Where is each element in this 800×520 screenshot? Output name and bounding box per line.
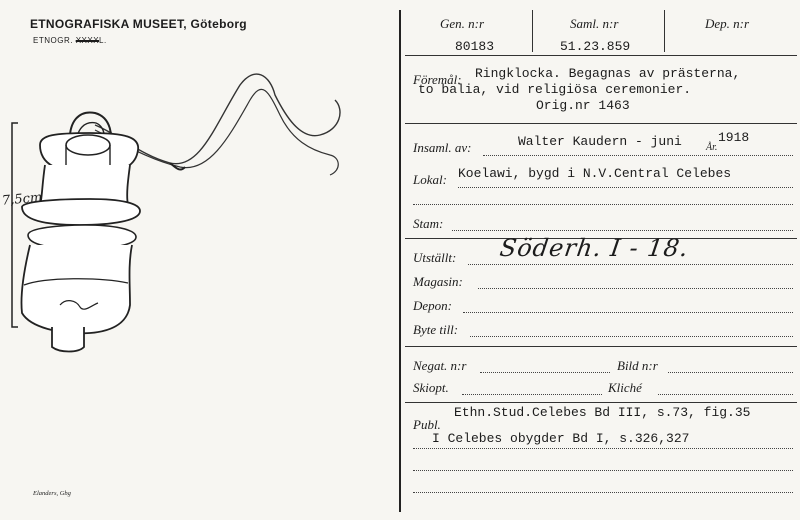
publ-line-2: I Celebes obygder Bd I, s.326,327 xyxy=(432,431,690,446)
foremal-label: Föremål: xyxy=(413,72,462,87)
magasin-label: Magasin: xyxy=(413,274,463,289)
saml-nr-label: Saml. n:r xyxy=(570,16,619,31)
skiopt-label: Skiopt. xyxy=(413,380,449,395)
department-suffix: L. xyxy=(99,36,107,45)
gen-nr-value: 80183 xyxy=(455,39,495,54)
museum-name: ETNOGRAFISKA MUSEET, xyxy=(30,17,187,31)
foremal-line-1: Ringklocka. Begagnas av prästerna, xyxy=(475,66,741,81)
saml-nr-value: 51.23.859 xyxy=(560,39,631,54)
museum-city: Göteborg xyxy=(190,17,247,31)
utstallt-label: Utställt: xyxy=(413,250,457,265)
ar-label: År. xyxy=(706,142,718,153)
ar-value: 1918 xyxy=(718,130,750,145)
dep-nr-label: Dep. n:r xyxy=(705,16,750,31)
lokal-value: Koelawi, bygd i N.V.Central Celebes xyxy=(458,166,732,181)
stam-label: Stam: xyxy=(413,216,444,231)
printer-mark: Elanders, Gbg xyxy=(33,490,71,497)
divider xyxy=(405,123,797,124)
divider xyxy=(405,402,797,403)
publ-label: Publ. xyxy=(413,417,441,432)
lokal-label: Lokal: xyxy=(413,172,447,187)
bell-body xyxy=(21,245,132,333)
utstallt-value: Söderh. I - 18. xyxy=(498,234,691,262)
foremal-line-3: Orig.nr 1463 xyxy=(536,98,630,113)
department-prefix: ETNOGR. xyxy=(33,36,73,45)
divider xyxy=(405,55,797,56)
museum-header xyxy=(30,17,247,31)
insaml-value: Walter Kaudern - juni xyxy=(518,134,682,149)
byte-label: Byte till: xyxy=(413,322,459,337)
divider xyxy=(532,10,533,52)
bell-clapper xyxy=(52,327,84,352)
publ-line-1: Ethn.Stud.Celebes Bd III, s.73, fig.35 xyxy=(454,405,751,420)
bild-label: Bild n:r xyxy=(617,358,658,373)
foremal-line-2: to balia, vid religiösa ceremonier. xyxy=(418,82,692,97)
depon-label: Depon: xyxy=(413,298,452,313)
negat-label: Negat. n:r xyxy=(413,358,467,373)
department-struck: XXXX xyxy=(75,36,100,45)
divider xyxy=(405,346,797,347)
kliche-label: Kliché xyxy=(608,380,642,395)
gen-nr-label: Gen. n:r xyxy=(440,16,485,31)
insaml-label: Insaml. av: xyxy=(413,140,472,155)
size-bracket xyxy=(12,123,18,327)
department-line xyxy=(33,36,107,45)
bell-drawing xyxy=(0,55,395,365)
divider xyxy=(664,10,665,52)
size-note: 7,5cm xyxy=(1,190,43,209)
